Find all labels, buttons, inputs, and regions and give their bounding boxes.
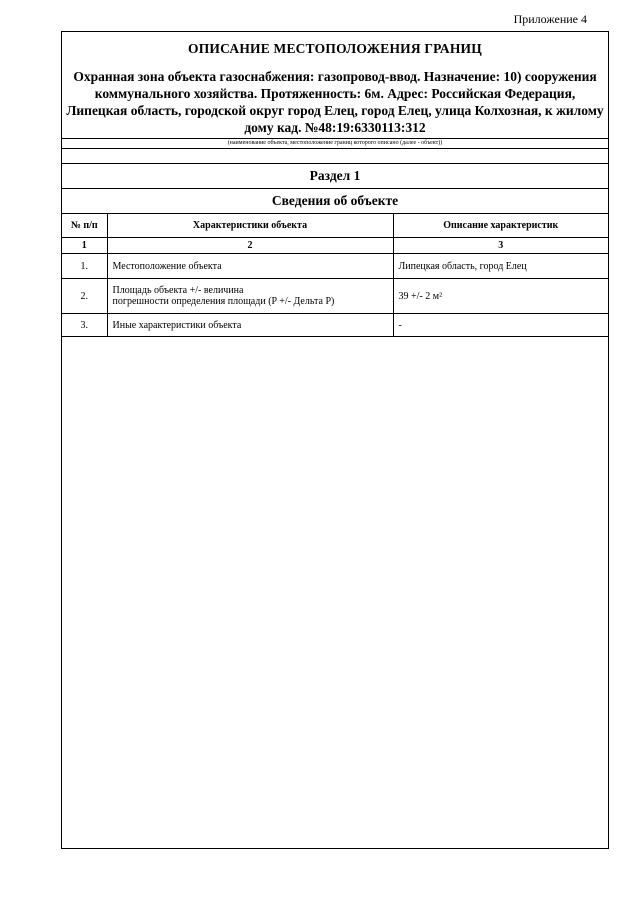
object-info-table (62, 213, 608, 337)
index-cell: 1 (62, 238, 107, 254)
appendix-label: Приложение 4 (513, 12, 587, 26)
row-number: 1. (62, 254, 107, 279)
column-header-description: Описание характеристик (393, 214, 608, 238)
row-number: 2. (62, 279, 107, 314)
section-title: Раздел 1 (62, 163, 608, 188)
row-value: 39 +/- 2 м² (393, 279, 608, 314)
table-row (62, 254, 608, 279)
table-row (62, 279, 608, 314)
table-header-row (62, 214, 608, 238)
object-description: Охранная зона объекта газоснабжения: газопровод-ввод. Назначение: 10) сооружения коммунального хозяйства. Протяженность: 6м. Адрес: Российская Федерация, Липецкая область, городской округ город Елец, город Елец, улица Колхозная, к жилому дому кад. №48:19:6330113:312 (66, 69, 604, 135)
row-characteristic (107, 279, 393, 314)
index-cell: 3 (393, 238, 608, 254)
column-header-characteristic: Характеристики объекта (107, 214, 393, 238)
row-number: 3. (62, 314, 107, 337)
row-value: - (393, 314, 608, 337)
spacer-row (62, 148, 608, 163)
section-subtitle: Сведения об объекте (62, 188, 608, 213)
description-note: (наименование объекта, местоположение границ которого описано (далее - объект)) (62, 138, 608, 148)
table-index-row (62, 238, 608, 254)
row-characteristic: Местоположение объекта (107, 254, 393, 279)
row-characteristic: Иные характеристики объекта (107, 314, 393, 337)
document-title: ОПИСАНИЕ МЕСТОПОЛОЖЕНИЯ ГРАНИЦ (188, 41, 482, 56)
column-header-number: № п/п (62, 214, 107, 238)
row-characteristic-line: Площадь объекта +/- величина (112, 285, 244, 296)
document-frame (61, 31, 609, 849)
row-characteristic-line: погрешности определения площади (P +/- Дельта P) (112, 296, 335, 307)
index-cell: 2 (107, 238, 393, 254)
table-row (62, 314, 608, 337)
row-value: Липецкая область, город Елец (393, 254, 608, 279)
